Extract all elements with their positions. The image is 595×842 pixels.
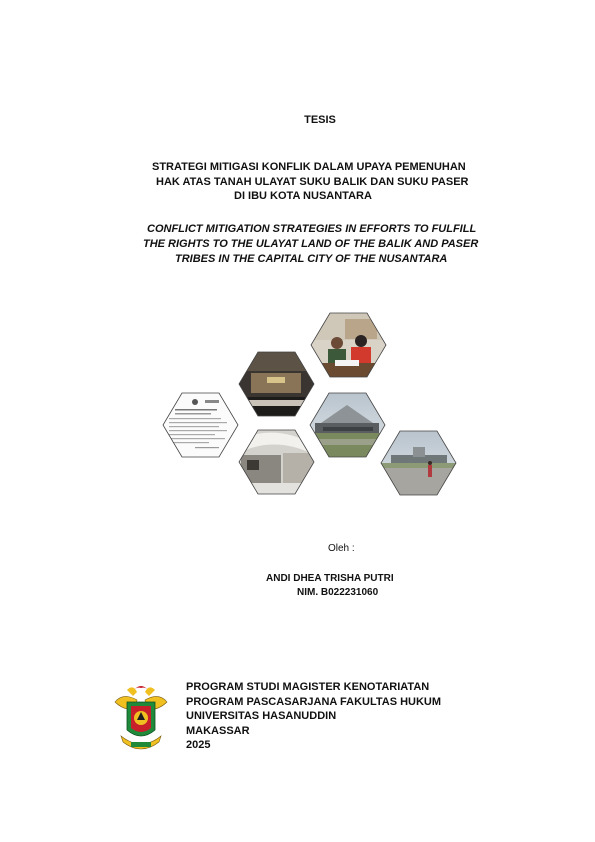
title-indonesian-line-2: HAK ATAS TANAH ULAYAT SUKU BALIK DAN SUKU PASER xyxy=(156,175,469,188)
institution-line-4: MAKASSAR xyxy=(186,724,250,737)
hexagon-photo-palace xyxy=(305,390,390,460)
hexagon-photo-meeting xyxy=(305,310,395,380)
title-english-line-1: CONFLICT MITIGATION STRATEGIES IN EFFORTS TO FULFILL xyxy=(147,223,477,235)
hexagon-photo-collage xyxy=(155,305,465,510)
university-logo xyxy=(113,680,169,754)
title-indonesian-line-1: STRATEGI MITIGASI KONFLIK DALAM UPAYA PEMENUHAN xyxy=(152,161,466,173)
hexagon-photo-document xyxy=(160,390,240,460)
hexagon-photo-lobby xyxy=(235,349,320,419)
document-type: TESIS xyxy=(304,114,336,126)
title-indonesian-line-3: DI IBU KOTA NUSANTARA xyxy=(234,190,372,202)
by-label: Oleh : xyxy=(328,543,355,554)
title-english-line-3: TRIBES IN THE CAPITAL CITY OF THE NUSANTARA xyxy=(175,253,448,265)
institution-line-3: UNIVERSITAS HASANUDDIN xyxy=(186,710,337,723)
hexagon-photo-interior xyxy=(235,427,320,497)
institution-line-1: PROGRAM STUDI MAGISTER KENOTARIATAN xyxy=(186,681,430,693)
student-id: NIM. B022231060 xyxy=(297,587,379,598)
institution-line-2: PROGRAM PASCASARJANA FAKULTAS HUKUM xyxy=(186,695,442,708)
author-name: ANDI DHEA TRISHA PUTRI xyxy=(266,573,394,584)
institution-block xyxy=(186,680,441,753)
hexagon-photo-field xyxy=(377,428,462,498)
title-english-line-2: THE RIGHTS TO THE ULAYAT LAND OF THE BALIK AND PASER xyxy=(143,238,479,250)
institution-line-5: 2025 xyxy=(186,739,211,752)
